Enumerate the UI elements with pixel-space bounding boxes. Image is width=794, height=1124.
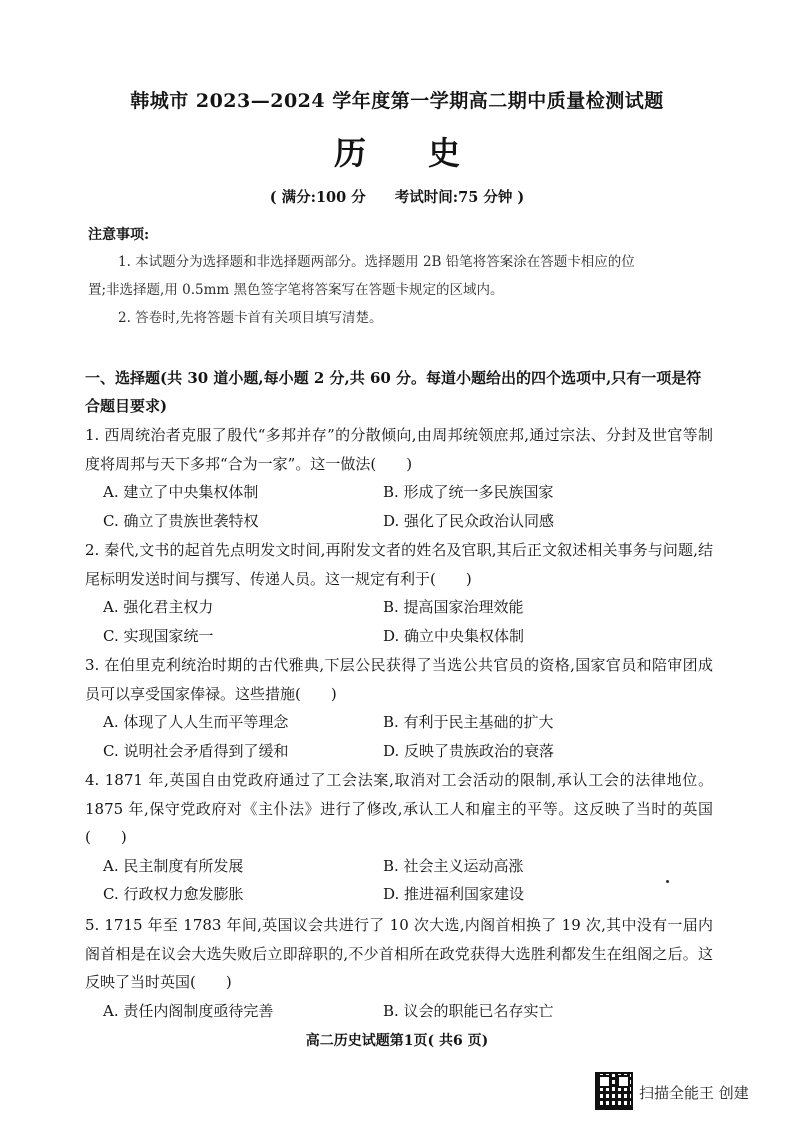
- options-row: [85, 708, 713, 737]
- options-row: [85, 997, 713, 1026]
- options-row: [85, 880, 713, 909]
- option-a: A. 强化君主权力: [103, 598, 214, 616]
- question-1: [85, 421, 713, 535]
- notice-item-1-line-2: 置;非选择题,用 0.5mm 黑色签字笔将答案写在答题卡规定的区域内。: [88, 282, 504, 298]
- scan-speck: [666, 880, 669, 883]
- score-and-time: ( 满分:100 分 考试时间:75 分钟 ): [269, 189, 525, 206]
- section-heading: 一、选择题(共 30 道小题,每小题 2 分,共 60 分。每道小题给出的四个选项中,只有一项是符合题目要求): [85, 369, 702, 415]
- option-d: D. 反映了贵族政治的衰落: [383, 741, 555, 760]
- question-stem: 5. 1715 年至 1783 年间,英国议会共进行了 10 次大选,内阁首相换了 19 次,其中没有一届内阁首相是在议会大选失败后立即辞职的,不少首相所在政党获得大选胜利都发生在组阁之后。这反映了当时英国( ): [85, 916, 713, 991]
- scanner-watermark: [597, 1074, 777, 1110]
- page-footer: 高二历史试题第1页( 共6 页): [305, 1033, 489, 1049]
- options-row: [85, 852, 713, 881]
- options-row: [85, 622, 713, 651]
- watermark-text: 扫描全能王 创建: [639, 1084, 749, 1102]
- question-4: [85, 766, 713, 909]
- subject-title: 历史: [333, 134, 522, 172]
- question-stem: 1. 西周统治者克服了殷代“多邦并存”的分散倾向,由周邦统领庶邦,通过宗法、分封及世官等制度将周邦与天下多邦“合为一家”。这一做法( ): [85, 426, 713, 473]
- question-stem: 4. 1871 年,英国自由党政府通过了工会法案,取消对工会活动的限制,承认工会的法律地位。1875 年,保守党政府对《主仆法》进行了修改,承认工人和雇主的平等。这反映了当时的英国( ): [85, 771, 713, 846]
- option-a: A. 建立了中央集权体制: [103, 483, 259, 501]
- question-stem: 3. 在伯里克利统治时期的古代雅典,下层公民获得了当选公共官员的资格,国家官员和陪审团成员可以享受国家俸禄。这些措施( ): [85, 656, 713, 703]
- question-5: [85, 911, 713, 1025]
- option-b: B. 形成了统一多民族国家: [383, 483, 554, 501]
- option-d: D. 确立中央集权体制: [383, 626, 525, 645]
- qr-code-icon: [597, 1074, 631, 1108]
- option-c: C. 说明社会矛盾得到了缓和: [103, 741, 289, 760]
- notice-item-2: 2. 答卷时,先将答题卡首有关项目填写清楚。: [118, 310, 383, 326]
- question-3: [85, 651, 713, 765]
- question-2: [85, 536, 713, 650]
- option-c: C. 行政权力愈发膨胀: [103, 885, 244, 903]
- options-row: [85, 593, 713, 622]
- option-d: D. 强化了民众政治认同感: [383, 511, 555, 530]
- option-b: B. 提高国家治理效能: [383, 598, 524, 616]
- notice-heading: 注意事项:: [88, 227, 150, 243]
- option-a: A. 民主制度有所发展: [103, 856, 244, 875]
- question-stem: 2. 秦代,文书的起首先点明发文时间,再附发文者的姓名及官职,其后正文叙述相关事务与问题,结尾标明发送时间与撰写、传递人员。这一规定有利于( ): [85, 541, 713, 588]
- option-a: A. 责任内阁制度亟待完善: [103, 1001, 274, 1020]
- options-row: [85, 478, 713, 507]
- options-row: [85, 507, 713, 536]
- option-b: B. 社会主义运动高涨: [383, 856, 524, 875]
- option-c: C. 确立了贵族世袭特权: [103, 511, 259, 530]
- exam-title: 韩城市 2023—2024 学年度第一学期高二期中质量检测试题: [130, 90, 664, 112]
- options-row: [85, 737, 713, 766]
- option-a: A. 体现了人人生而平等理念: [103, 713, 289, 731]
- option-b: B. 有利于民主基础的扩大: [383, 713, 554, 731]
- option-d: D. 推进福利国家建设: [383, 885, 525, 903]
- option-c: C. 实现国家统一: [103, 626, 214, 645]
- notice-item-1-line-1: 1. 本试题分为选择题和非选择题两部分。选择题用 2B 铅笔将答案涂在答题卡相应的位: [118, 254, 635, 270]
- option-b: B. 议会的职能已名存实亡: [383, 1001, 554, 1020]
